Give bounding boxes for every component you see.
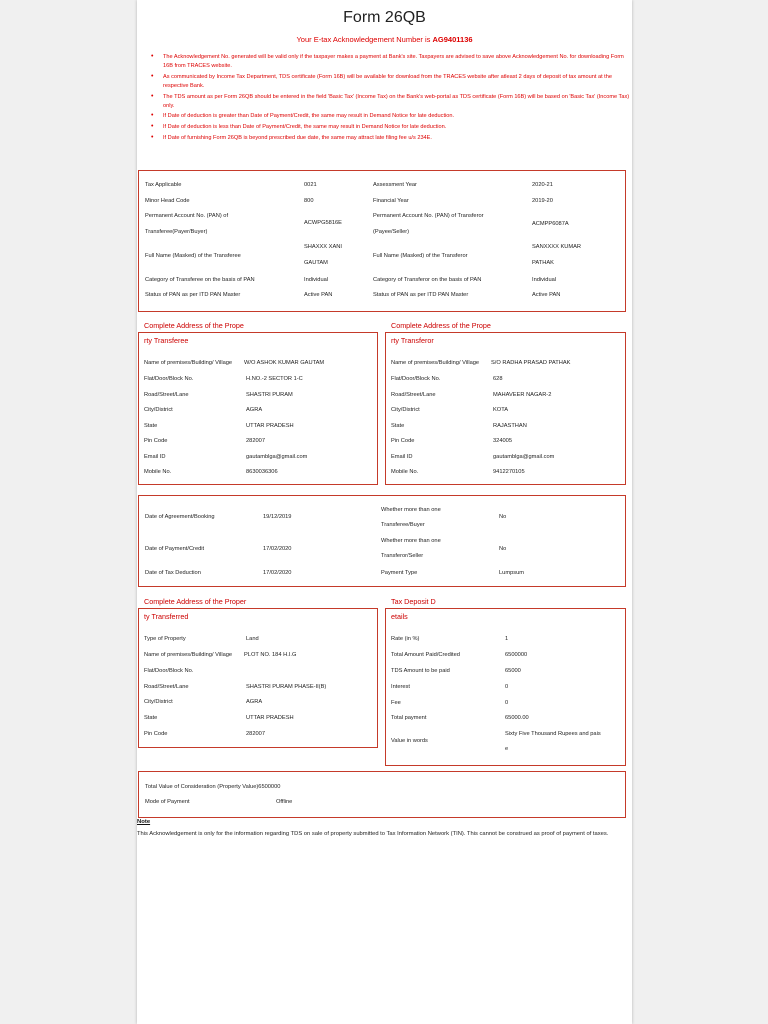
cat-transferor-label: Category of Transferor on the basis of PAN	[373, 277, 482, 283]
more-seller-label-2: Transferor/Seller	[381, 553, 424, 559]
more-buyer-label: Whether more than one	[381, 507, 441, 513]
notice-item: • If Date of furnishing Form 26QB is beyond prescribed due date, the same may attract late filing fee u/s 234E.	[147, 134, 632, 143]
transferor-row-value: gautamblga@gmail.com	[493, 454, 555, 460]
assessment-year-value: 2020-21	[532, 182, 553, 188]
more-seller-label: Whether more than one	[381, 538, 441, 544]
tax-row-value: 65000.00	[505, 715, 529, 721]
notice-item: • If Date of deduction is greater than Date of Payment/Credit, the same may result in Demand Notice for late deduction.	[147, 112, 632, 121]
tax-row-label: Total Amount Paid/Credited	[391, 652, 460, 658]
notice-item: • If Date of deduction is less than Date of Payment/Credit, the same may result in Demand Notice for late deduction.	[147, 123, 632, 132]
property-row-value: UTTAR PRADESH	[246, 715, 294, 721]
pan-transferor-value: ACMPP6087A	[532, 221, 569, 227]
total-consideration-label: Total Value of Consideration (Property Value)	[145, 784, 259, 790]
transferor-row-label: Pin Code	[391, 438, 415, 444]
more-buyer-value: No	[499, 514, 507, 520]
cat-transferee-label: Category of Transferee on the basis of PAN	[145, 277, 255, 283]
transferor-heading-2: rty Transferor	[391, 336, 434, 345]
property-row-value: AGRA	[246, 699, 263, 705]
total-consideration-value: 6500000	[258, 784, 281, 790]
property-row-label: State	[144, 715, 158, 721]
payment-date-value: 17/02/2020	[263, 546, 292, 552]
tax-row-value: 1	[505, 636, 509, 642]
transferee-row-label: Flat/Door/Block No.	[144, 376, 194, 382]
property-heading-2: ty Transferred	[144, 612, 189, 621]
name-transferor-value-2: PATHAK	[532, 260, 554, 266]
transferee-row-value: 8630036306	[246, 469, 278, 475]
value-in-words: Sixty Five Thousand Rupees and pais	[505, 731, 601, 737]
pan-transferee-value: ACWPG5816E	[304, 220, 342, 226]
tax-row-label: Fee	[391, 700, 401, 706]
status-transferor-label: Status of PAN as per ITD PAN Master	[373, 292, 469, 298]
consideration-line	[145, 783, 280, 791]
pan-transferor-label-2: (Payee/Seller)	[373, 229, 410, 235]
ack-line	[137, 35, 632, 44]
deduction-date-label: Date of Tax Deduction	[145, 570, 201, 576]
transferor-heading: Complete Address of the Prope	[391, 321, 491, 330]
page-title: Form 26QB	[343, 9, 426, 26]
transferee-row-label: Email ID	[144, 454, 166, 460]
transferor-row-value: 628	[493, 376, 503, 382]
transferee-row-value: gautamblga@gmail.com	[246, 454, 308, 460]
note-text: This Acknowledgement is only for the information regarding TDS on sale of property submitted to Tax Information Network (TIN). This cannot be construed as proof of payment of taxes.	[137, 831, 609, 837]
property-row-value: Land	[246, 636, 259, 642]
pan-transferor-label: Permanent Account No. (PAN) of Transferor	[373, 213, 484, 219]
name-transferor-label: Full Name (Masked) of the Transferor	[373, 253, 468, 259]
minor-head-value: 800	[304, 198, 314, 204]
name-transferor-value: SANXXXX KUMAR	[532, 244, 581, 250]
transferor-row-label: Mobile No.	[391, 469, 419, 475]
tax-row-label: TDS Amount to be paid	[391, 668, 450, 674]
tax-row-label: Interest	[391, 684, 410, 690]
payment-type-value: Lumpsum	[499, 570, 524, 576]
tax-applicable-value: 0021	[304, 182, 317, 188]
cat-transferee-value: Individual	[304, 277, 329, 283]
transferor-row-label: Road/Street/Lane	[391, 392, 436, 398]
transferee-row-label: Road/Street/Lane	[144, 392, 189, 398]
transferor-row-label: Email ID	[391, 454, 413, 460]
transferee-row-value: 282007	[246, 438, 265, 444]
tax-applicable-label: Tax Applicable	[145, 182, 182, 188]
status-transferee-label: Status of PAN as per ITD PAN Master	[145, 292, 241, 298]
assessment-year-label: Assessment Year	[373, 182, 417, 188]
transferor-row-label: Name of premises/Building/ Village	[391, 360, 480, 366]
transferee-row-label: Mobile No.	[144, 469, 172, 475]
name-transferee-label: Full Name (Masked) of the Transferee	[145, 253, 241, 259]
transferee-row-value: UTTAR PRADESH	[246, 423, 294, 429]
financial-year-value: 2019-20	[532, 198, 553, 204]
minor-head-label: Minor Head Code	[145, 198, 190, 204]
property-box	[138, 608, 378, 748]
property-row-value: PLOT NO. 184 H.I.G	[244, 652, 297, 658]
status-transferor-value: Active PAN	[532, 292, 561, 298]
property-row-label: Pin Code	[144, 731, 168, 737]
transferor-row-label: Flat/Door/Block No.	[391, 376, 441, 382]
notice-item: • As communicated by Income Tax Department, TDS certificate (Form 16B) will be available for download from the TRACES website after atleast 2 days of deposit of tax amount at the respective Bank.	[147, 73, 632, 91]
property-heading: Complete Address of the Proper	[144, 597, 247, 606]
pan-transferee-label-2: Transferee(Payer/Buyer)	[145, 229, 208, 235]
transferor-row-value: S/O RADHA PRASAD PATHAK	[491, 360, 571, 366]
tax-row-value: 65000	[505, 668, 521, 674]
transferee-row-value: SHASTRI PURAM	[246, 392, 293, 398]
value-in-words-label: Value in words	[391, 738, 428, 744]
payment-date-label: Date of Payment/Credit	[145, 546, 205, 552]
property-row-label: Flat/Door/Block No.	[144, 668, 194, 674]
transferor-row-value: KOTA	[493, 407, 509, 413]
form-page	[137, 0, 632, 1024]
payment-type-label: Payment Type	[381, 570, 418, 576]
transferor-row-value: MAHAVEER NAGAR-2	[493, 392, 552, 398]
transferee-row-label: Pin Code	[144, 438, 168, 444]
property-row-value: 282007	[246, 731, 265, 737]
more-buyer-label-2: Transferee/Buyer	[381, 522, 425, 528]
tax-row-value: 0	[505, 700, 509, 706]
transferee-row-label: State	[144, 423, 158, 429]
financial-year-label: Financial Year	[373, 198, 409, 204]
value-in-words-2: e	[505, 746, 509, 752]
property-row-label: Road/Street/Lane	[144, 684, 189, 690]
tax-row-label: Total payment	[391, 715, 427, 721]
transferor-row-label: State	[391, 423, 405, 429]
pan-transferee-label: Permanent Account No. (PAN) of	[145, 213, 229, 219]
agreement-value: 19/12/2019	[263, 514, 292, 520]
property-row-label: City/District	[144, 699, 173, 705]
tax-heading-2: etails	[391, 612, 408, 621]
name-transferee-value: SHAXXX XANI	[304, 244, 342, 250]
transferor-row-value: 324005	[493, 438, 512, 444]
tax-row-label: Rate (in %)	[391, 636, 420, 642]
transferor-row-label: City/District	[391, 407, 420, 413]
note-heading: Note	[137, 819, 151, 825]
payment-mode-value: Offline	[276, 799, 293, 805]
transferor-row-value: RAJASTHAN	[493, 423, 527, 429]
payment-mode-label: Mode of Payment	[145, 799, 190, 805]
transferee-row-value: AGRA	[246, 407, 263, 413]
consideration-box	[138, 771, 626, 818]
transferee-heading-2: rty Transferee	[144, 336, 189, 345]
notice-item: • The TDS amount as per Form 26QB should be entered in the field 'Basic Tax' (Income Tax) on the Bank's web-portal as TDS certificate (Form 16B) will be based on 'Basic Tax' (Income Tax) only.	[147, 93, 632, 111]
property-row-label: Type of Property	[144, 636, 186, 642]
ack-number: AG9401136	[432, 35, 473, 44]
transferee-row-label: City/District	[144, 407, 173, 413]
status-transferee-value: Active PAN	[304, 292, 333, 298]
tax-row-value: 6500000	[505, 652, 528, 658]
more-seller-value: No	[499, 546, 507, 552]
tax-heading: Tax Deposit D	[391, 597, 436, 606]
name-transferee-value-2: GAUTAM	[304, 260, 328, 266]
deduction-date-value: 17/02/2020	[263, 570, 292, 576]
transferee-heading: Complete Address of the Prope	[144, 321, 244, 330]
property-row-label: Name of premises/Building/ Village	[144, 652, 233, 658]
cat-transferor-value: Individual	[532, 277, 557, 283]
property-row-value: SHASTRI PURAM PHASE-II(B)	[246, 684, 327, 690]
ack-prefix: Your E-tax Acknowledgement Number is	[296, 35, 433, 44]
tax-row-value: 0	[505, 684, 509, 690]
transferor-row-value: 9412270105	[493, 469, 525, 475]
agreement-label: Date of Agreement/Booking	[145, 514, 215, 520]
notice-item: • The Acknowledgement No. generated will be valid only if the taxpayer makes a payment at Bank's site. Taxpayers are advised to save above Acknowledgement No. for downloading Form 16B from TRACES website.	[147, 53, 632, 71]
notice-list	[147, 53, 632, 145]
transferee-row-value: H.NO.-2 SECTOR 1-C	[246, 376, 303, 382]
transferee-row-value: W/O ASHOK KUMAR GAUTAM	[244, 360, 325, 366]
transferee-row-label: Name of premises/Building/ Village	[144, 360, 233, 366]
